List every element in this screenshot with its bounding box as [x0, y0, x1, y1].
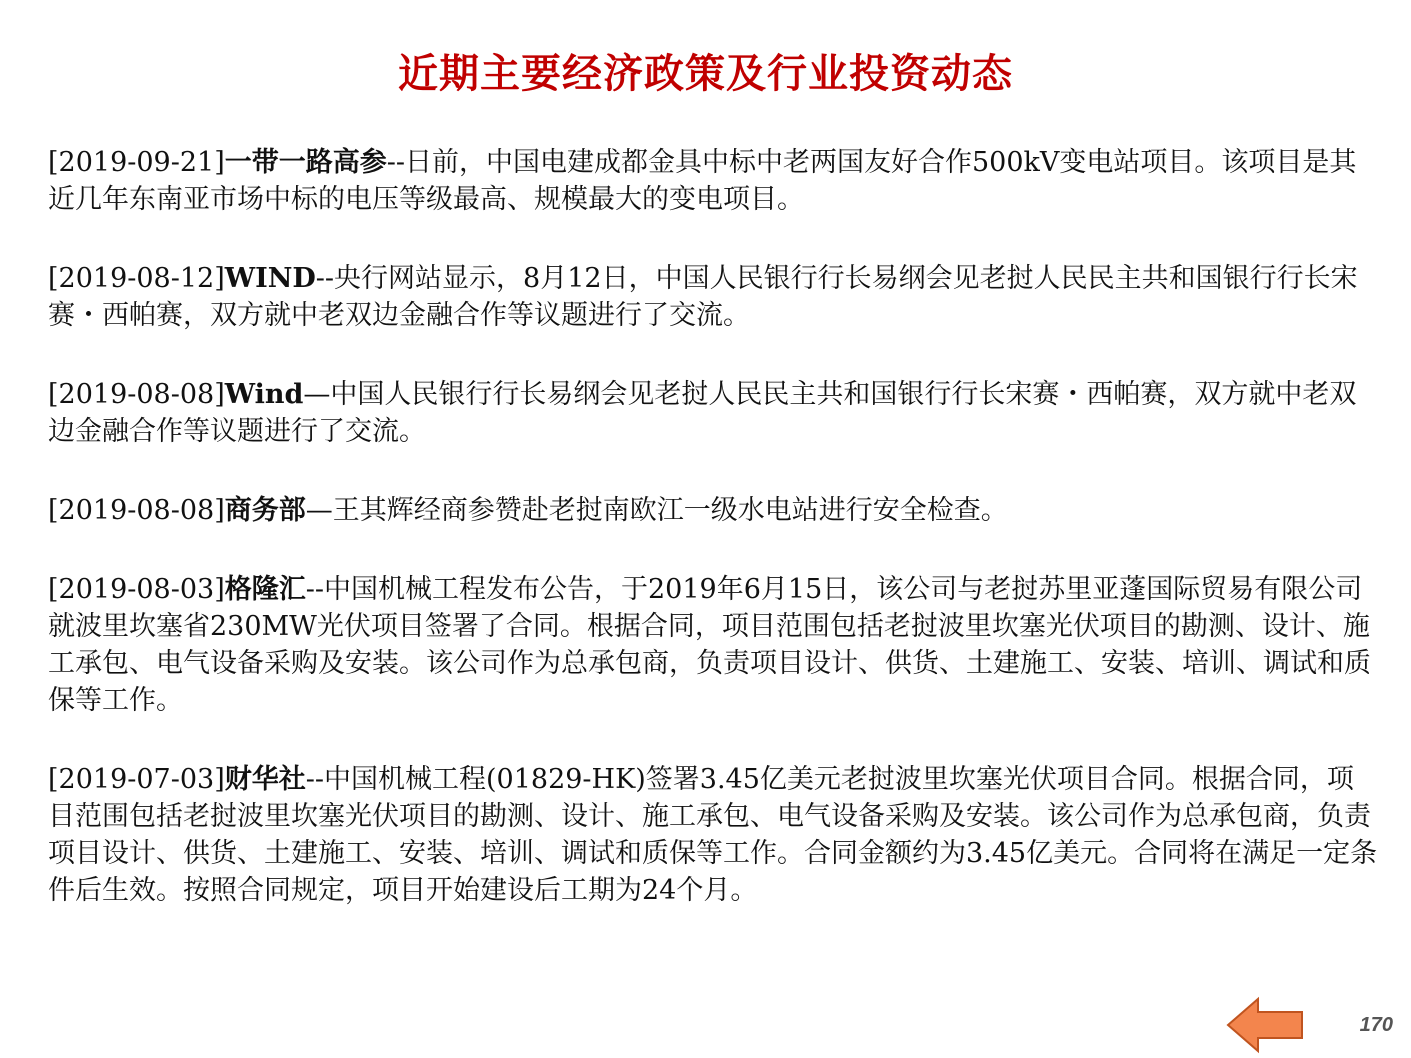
news-separator: —: [305, 495, 333, 526]
news-date: [2019-08-08]: [48, 495, 225, 526]
news-text: 日前，中国电建成都金具中标中老两国友好合作500kV变电站项目。该项目是其近几年东南亚市场中标的电压等级最高、规模最大的变电项目。: [48, 147, 1357, 215]
news-item: [48, 144, 1378, 218]
news-separator: --: [386, 147, 405, 178]
news-item: [48, 761, 1378, 909]
news-date: [2019-09-21]: [48, 147, 225, 178]
back-button[interactable]: [1226, 996, 1304, 1054]
news-separator: —: [303, 379, 331, 410]
news-date: [2019-08-08]: [48, 379, 225, 410]
news-text: 中国机械工程发布公告，于2019年6月15日，该公司与老挝苏里亚蓬国际贸易有限公司就波里坎塞省230MW光伏项目签署了合同。根据合同，项目范围包括老挝波里坎塞光伏项目的勘测、设计、施工承包、电气设备采购及安装。该公司作为总承包商，负责项目设计、供货、土建施工、安装、培训、调试和质保等工作。: [48, 574, 1371, 716]
news-separator: --: [305, 574, 324, 605]
page-title: 近期主要经济政策及行业投资动态: [398, 50, 1013, 97]
news-text: 王其辉经商参赞赴老挝南欧江一级水电站进行安全检查。: [332, 495, 1008, 526]
news-item: [48, 260, 1378, 334]
news-date: [2019-08-03]: [48, 574, 225, 605]
news-item: [48, 492, 1378, 529]
news-item: [48, 376, 1378, 450]
news-source: 格隆汇: [224, 574, 306, 605]
news-text: 中国机械工程(01829-HK)签署3.45亿美元老挝波里坎塞光伏项目合同。根据合同，项目范围包括老挝波里坎塞光伏项目的勘测、设计、施工承包、电气设备采购及安装。该公司作为总承包商，负责项目设计、供货、土建施工、安装、培训、调试和质保等工作。合同金额约为3.45亿美元。合同将在满足一定条件后生效。按照合同规定，项目开始建设后工期为24个月。: [48, 764, 1378, 906]
news-list: [48, 144, 1378, 951]
left-arrow-icon: [1226, 996, 1304, 1054]
news-item: [48, 571, 1378, 719]
news-source: 一带一路高参: [224, 147, 387, 178]
news-source: WIND: [224, 263, 316, 294]
news-separator: --: [315, 263, 335, 294]
news-source: Wind: [224, 379, 304, 410]
news-text: 央行网站显示，8月12日，中国人民银行行长易纲会见老挝人民民主共和国银行行长宋赛・西帕赛，双方就中老双边金融合作等议题进行了交流。: [48, 263, 1358, 331]
page-number: 170: [1359, 1014, 1393, 1036]
news-source: 财华社: [224, 764, 306, 795]
news-separator: --: [305, 764, 324, 795]
news-source: 商务部: [224, 495, 306, 526]
news-text: 中国人民银行行长易纲会见老挝人民民主共和国银行行长宋赛・西帕赛，双方就中老双边金融合作等议题进行了交流。: [48, 379, 1357, 447]
news-date: [2019-08-12]: [48, 263, 225, 294]
news-date: [2019-07-03]: [48, 764, 225, 795]
